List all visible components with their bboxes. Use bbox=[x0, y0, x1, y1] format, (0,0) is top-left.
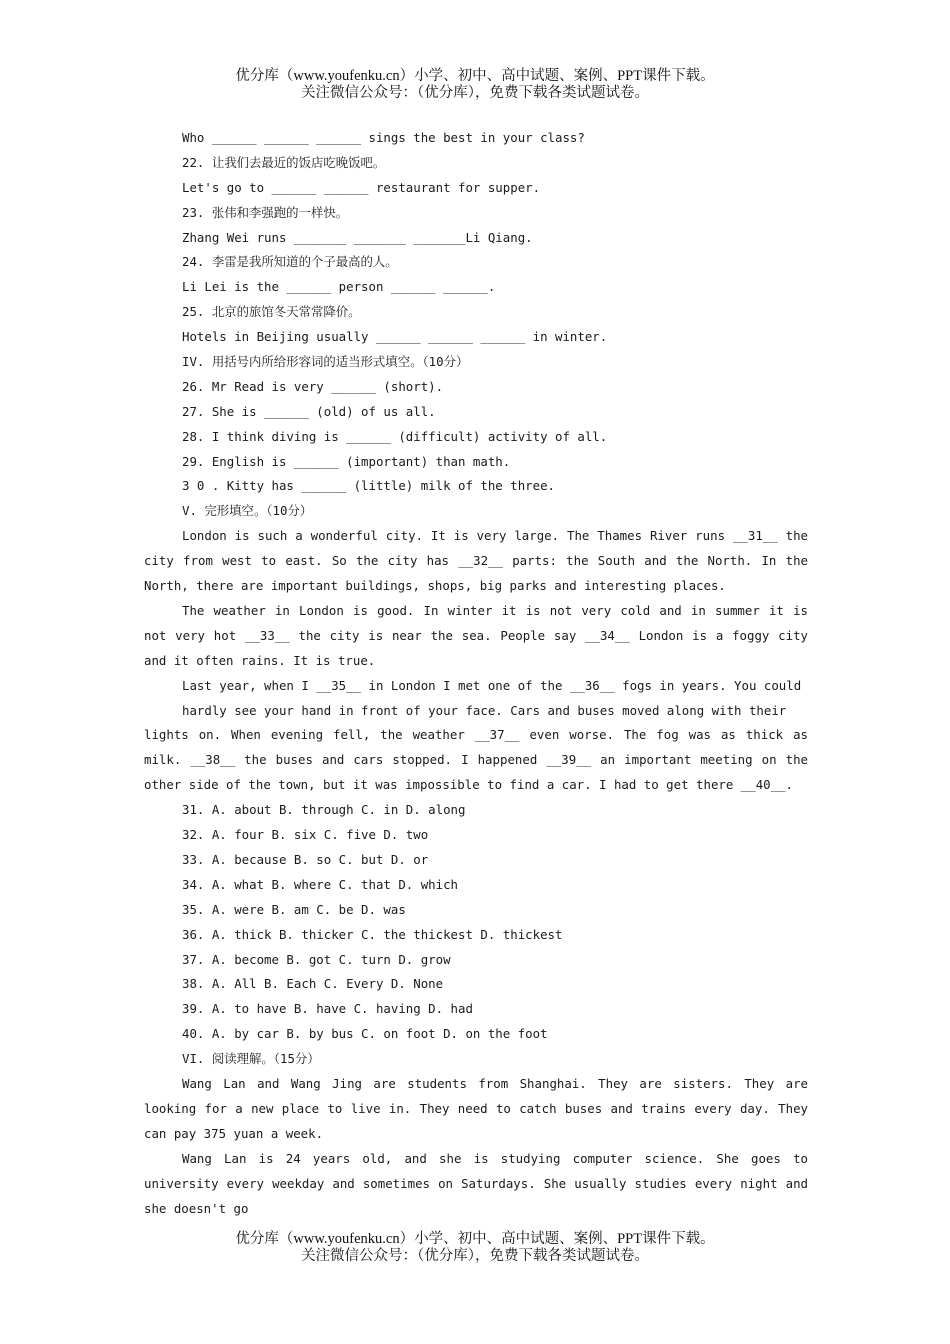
q22-sentence: Let's go to ______ ______ restaurant for supper. bbox=[182, 179, 541, 195]
option-39: 39. A. to have B. have C. having D. had bbox=[182, 1001, 473, 1017]
q24-prompt: 24. 李雷是我所知道的个子最高的人。 bbox=[182, 254, 398, 270]
option-31: 31. A. about B. through C. in D. along bbox=[182, 802, 466, 818]
cloze-paragraph-2: The weather in London is good. In winter it is not very cold and in summer it is not very hot __33__ the city is near the sea. People say __34__ London is a foggy city and it often rains. It is true. bbox=[144, 602, 808, 668]
q25-prompt: 25. 北京的旅馆冬天常常降价。 bbox=[182, 304, 361, 320]
q23-sentence: Zhang Wei runs _______ _______ _______Li Qiang. bbox=[182, 229, 533, 245]
option-37: 37. A. become B. got C. turn D. grow bbox=[182, 951, 451, 967]
page-footer bbox=[0, 1231, 950, 1265]
section-5-heading: V. 完形填空。（10分） bbox=[182, 503, 313, 519]
q30: 3 0 . Kitty has ______ (little) milk of the three. bbox=[182, 478, 555, 494]
cloze-paragraph-3-line-1: Last year, when I __35__ in London I met one of the __36__ fogs in years. You could bbox=[182, 677, 802, 693]
q24-sentence: Li Lei is the ______ person ______ ______. bbox=[182, 279, 496, 295]
q29: 29. English is ______ (important) than math. bbox=[182, 453, 511, 469]
cloze-paragraph-3-rest: lights on. When evening fell, the weather __37__ even worse. The fog was as thick as milk. __38__ the buses and cars stopped. I happened __39__ an important meeting on the other side of the town, but it was impossible to find a car. I had to get there __40__. bbox=[144, 727, 808, 793]
reading-paragraph-1: Wang Lan and Wang Jing are students from Shanghai. They are sisters. They are looking for a new place to live in. They need to catch buses and trains every day. They can pay 375 yuan a week. bbox=[144, 1075, 808, 1141]
option-36: 36. A. thick B. thicker C. the thickest D. thickest bbox=[182, 926, 563, 942]
cloze-paragraph-1: London is such a wonderful city. It is very large. The Thames River runs __31__ the city from west to east. So the city has __32__ parts: the South and the North. In the North, there are important buildings, shops, big parks and interesting places. bbox=[144, 528, 808, 594]
option-35: 35. A. were B. am C. be D. was bbox=[182, 901, 406, 917]
cloze-paragraph-3-line-2: hardly see your hand in front of your face. Cars and buses moved along with their bbox=[182, 702, 787, 718]
q28: 28. I think diving is ______ (difficult) activity of all. bbox=[182, 428, 608, 444]
q27: 27. She is ______ (old) of us all. bbox=[182, 403, 436, 419]
option-32: 32. A. four B. six C. five D. two bbox=[182, 827, 429, 843]
option-33: 33. A. because B. so C. but D. or bbox=[182, 851, 429, 867]
q25-sentence: Hotels in Beijing usually ______ ______ ______ in winter. bbox=[182, 329, 608, 345]
q21-sentence: Who ______ ______ ______ sings the best in your class? bbox=[182, 130, 585, 145]
section-4-heading: IV. 用括号内所给形容词的适当形式填空。（10分） bbox=[182, 354, 469, 370]
page-header bbox=[0, 68, 950, 102]
q23-prompt: 23. 张伟和李强跑的一样快。 bbox=[182, 204, 349, 220]
reading-paragraph-2: Wang Lan is 24 years old, and she is studying computer science. She goes to university every weekday and sometimes on Saturdays. She usually studies every night and she doesn't go bbox=[144, 1150, 808, 1216]
header-line-1: 优分库（www.youfenku.cn）小学、初中、高中试题、案例、PPT课件下载。 bbox=[235, 68, 715, 84]
footer-line-1: 优分库（www.youfenku.cn）小学、初中、高中试题、案例、PPT课件下载。 bbox=[235, 1231, 715, 1247]
document-body bbox=[144, 126, 808, 1221]
option-34: 34. A. what B. where C. that D. which bbox=[182, 876, 459, 892]
option-38: 38. A. All B. Each C. Every D. None bbox=[182, 976, 444, 992]
footer-line-2: 关注微信公众号：（优分库），免费下载各类试题试卷。 bbox=[301, 1248, 649, 1264]
q22-prompt: 22. 让我们去最近的饭店吃晚饭吧。 bbox=[182, 154, 386, 170]
q26: 26. Mr Read is very ______ (short). bbox=[182, 378, 444, 394]
header-line-2: 关注微信公众号：（优分库），免费下载各类试题试卷。 bbox=[301, 85, 649, 101]
option-40: 40. A. by car B. by bus C. on foot D. on the foot bbox=[182, 1026, 548, 1042]
section-6-heading: VI. 阅读理解。（15分） bbox=[182, 1051, 320, 1067]
